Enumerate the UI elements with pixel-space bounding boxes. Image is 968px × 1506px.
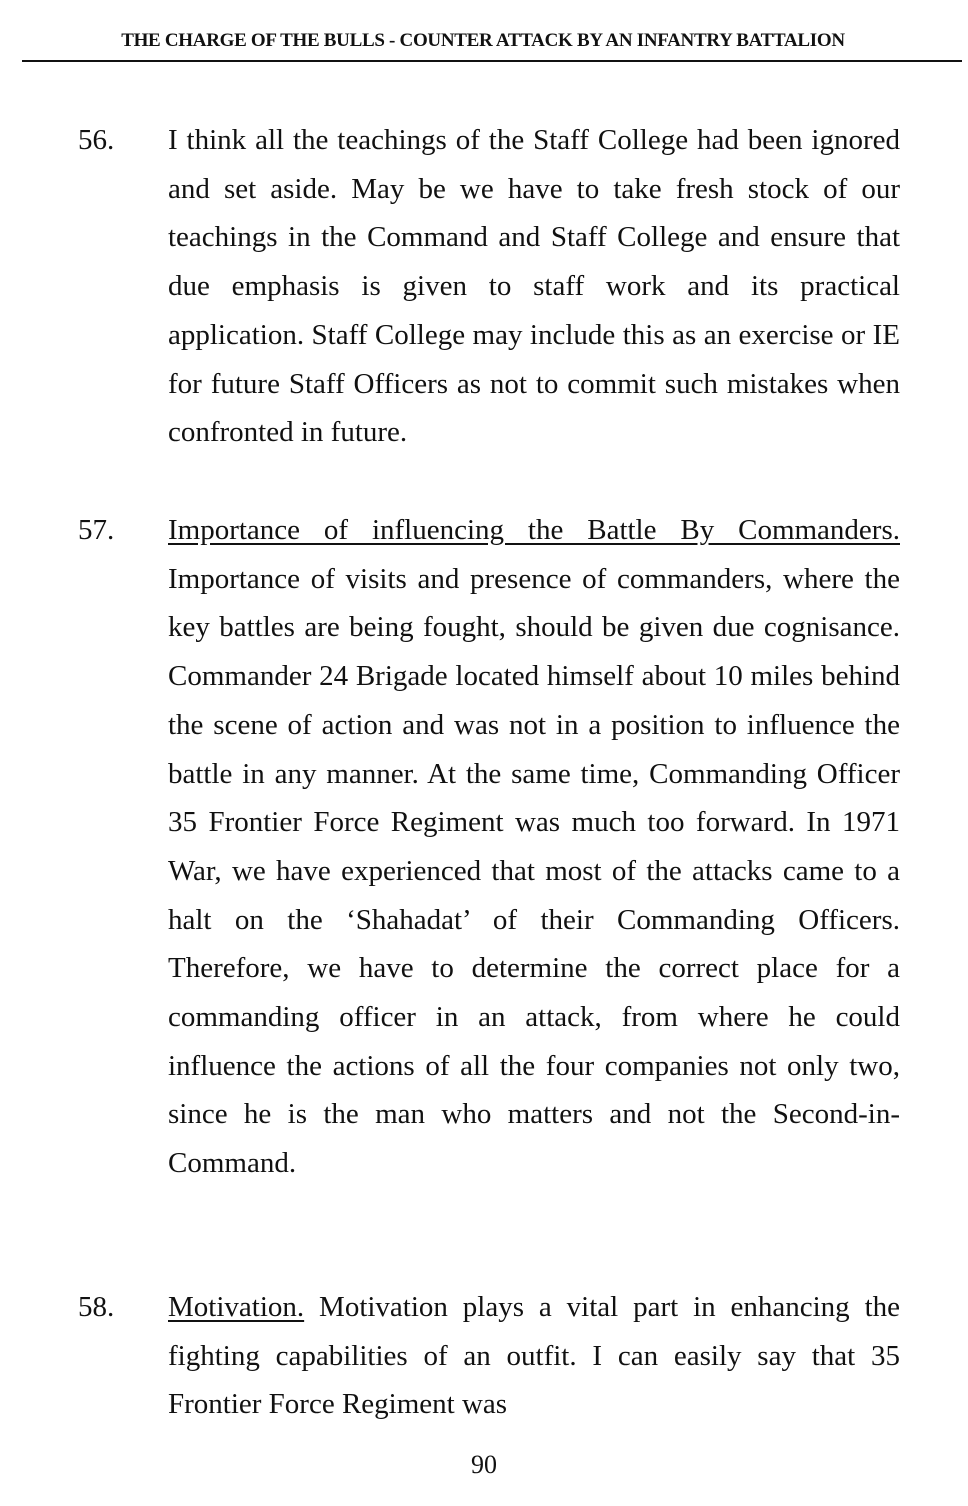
paragraph-body [168, 506, 900, 1188]
paragraph-number: 57. [78, 514, 115, 546]
paragraph-text: I think all the teachings of the Staff College had been ignored and set aside. May be we have to take fresh stock of our teachings in the Command and Staff College and ensure that due emphasis is given to staff work and its practical application. Staff College may include this as an exercise or IE for future Staff Officers as not to commit such mistakes when confronted in future. [168, 124, 900, 449]
paragraph-heading: Importance of influencing the Battle By Commanders. [168, 514, 900, 546]
page-number: 90 [471, 1450, 497, 1479]
paragraph-text: Motivation plays a vital part in enhancing the fighting capabilities of an outfit. I can easily say that 35 Frontier Force Regiment was [168, 1291, 900, 1421]
paragraph-body [168, 1283, 900, 1429]
running-head: THE CHARGE OF THE BULLS - COUNTER ATTACK BY AN INFANTRY BATTALION [121, 30, 845, 51]
paragraph-text: Importance of visits and presence of commanders, where the key battles are being fought, should be given due cognisance. Commander 24 Brigade located himself about 10 miles behind the scene of action and was not in a position to influence the battle in any manner. At the same time, Commanding Officer 35 Frontier Force Regiment was much too forward. In 1971 War, we have experienced that most of the attacks came to a halt on the ‘Shahadat’ of their Commanding Officers. Therefore, we have to determine the correct place for a commanding officer in an attack, from where he could influence the actions of all the four companies not only two, since he is the man who matters and not the Second-in-Command. [168, 562, 900, 1180]
paragraph-number: 56. [78, 124, 115, 156]
paragraph-body [168, 116, 900, 457]
paragraph-number: 58. [78, 1291, 115, 1323]
paragraph-heading: Motivation. [168, 1291, 305, 1323]
header-rule [22, 60, 962, 62]
